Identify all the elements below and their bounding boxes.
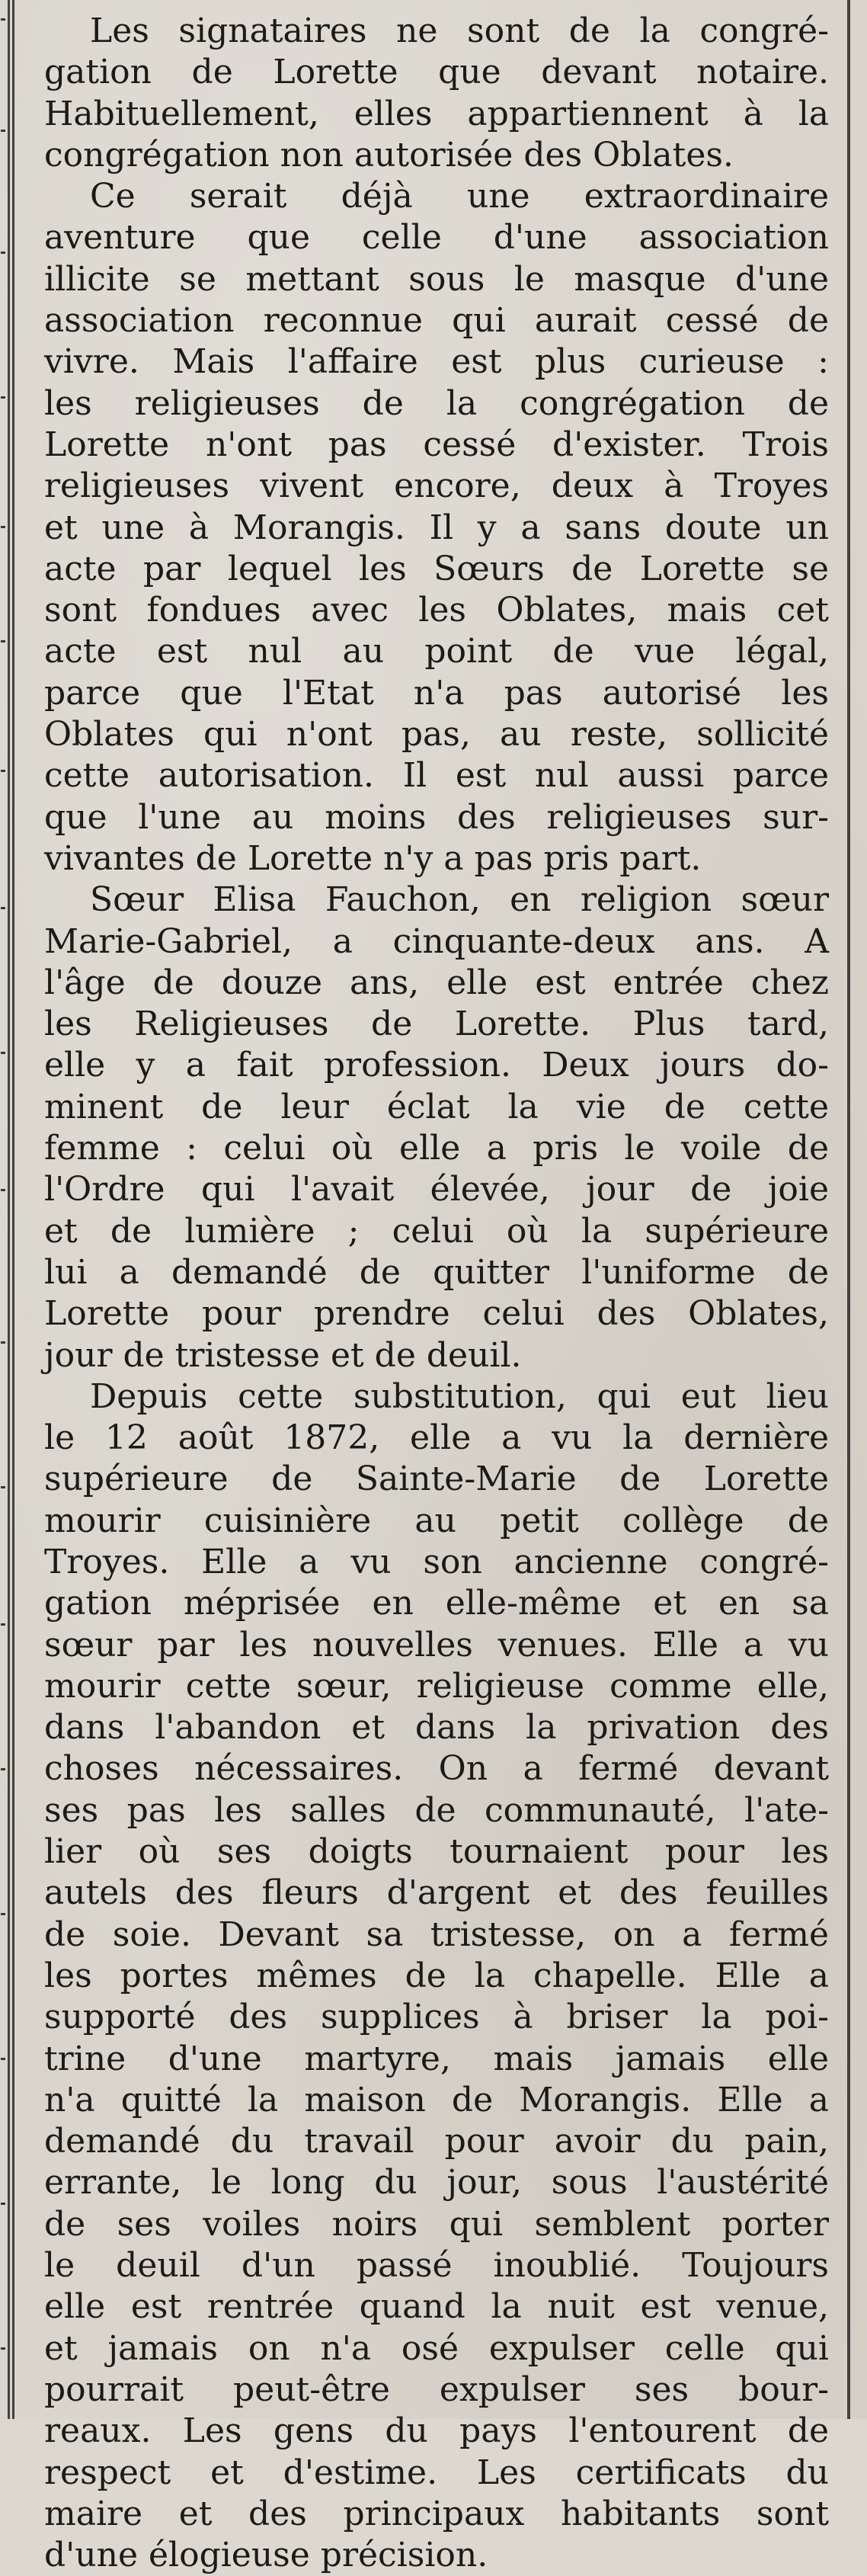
article-line: Marie-Gabriel, a cinquante-deux ans. A <box>44 921 829 961</box>
article-line: parce que l'Etat n'a pas autorisé les <box>44 673 829 713</box>
article-line: n'a quitté la maison de Morangis. Elle a <box>44 2080 829 2119</box>
article-line: Habituellement, elles appartiennent à la <box>44 94 829 133</box>
article-line: illicite se mettant sous le masque d'une <box>44 259 829 299</box>
article-line: ses pas les salles de communauté, l'ate- <box>44 1790 829 1830</box>
article-column <box>44 11 829 2575</box>
article-line: mourir cuisinière au petit collège de <box>44 1501 829 1540</box>
article-line: elle est rentrée quand la nuit est venue, <box>44 2287 829 2327</box>
article-line: sœur par les nouvelles venues. Elle a vu <box>44 1625 829 1664</box>
article-line: congrégation non autorisée des Oblates. <box>44 135 734 175</box>
article-line: pourrait peut-être expulser ses bour- <box>44 2369 829 2409</box>
article-paragraph <box>44 879 829 1376</box>
article-line: jour de tristesse et de deuil. <box>44 1335 522 1375</box>
article-paragraph <box>44 1376 829 2576</box>
article-line: reaux. Les gens du pays l'entourent de <box>44 2411 829 2451</box>
article-paragraph <box>44 11 829 176</box>
article-line: l'Ordre qui l'avait élevée, jour de joie <box>44 1170 829 1210</box>
article-line: aventure que celle d'une association <box>44 218 829 258</box>
article-line: mourir cette sœur, religieuse comme elle, <box>44 1666 829 1706</box>
article-line: gation méprisée en elle-même et en sa <box>44 1584 829 1623</box>
article-line: autels des fleurs d'argent et des feuilles <box>44 1873 829 1913</box>
article-line: de ses voiles noirs qui semblent porter <box>44 2204 829 2244</box>
article-paragraph <box>44 176 829 879</box>
article-line: le deuil d'un passé inoublié. Toujours <box>44 2246 829 2286</box>
article-line: Oblates qui n'ont pas, au reste, sollicité <box>44 715 829 755</box>
article-line: errante, le long du jour, sous l'austérité <box>44 2163 829 2203</box>
article-line: Troyes. Elle a vu son ancienne congré- <box>44 1542 829 1581</box>
article-line: choses nécessaires. On a fermé devant <box>44 1749 829 1789</box>
article-line: supporté des supplices à briser la poi- <box>44 1998 829 2037</box>
article-line: demandé du travail pour avoir du pain, <box>44 2122 829 2161</box>
article-line: sont fondues avec les Oblates, mais cet <box>44 591 829 630</box>
article-line: elle y a fait profession. Deux jours do- <box>44 1046 829 1085</box>
article-line: les portes mêmes de la chapelle. Elle a <box>44 1956 829 1995</box>
article-line: acte par lequel les Sœurs de Lorette se <box>44 549 829 588</box>
article-line: Les signataires ne sont de la congré- <box>90 11 829 50</box>
article-line: Ce serait déjà une extraordinaire <box>90 177 829 216</box>
article-line: Lorette pour prendre celui des Oblates, <box>44 1294 829 1334</box>
left-column-rule <box>8 0 14 2419</box>
article-line: religieuses vivent encore, deux à Troyes <box>44 466 829 506</box>
article-line: Lorette n'ont pas cessé d'exister. Trois <box>44 425 829 464</box>
article-line: minent de leur éclat la vie de cette <box>44 1087 829 1126</box>
article-line: lier où ses doigts tournaient pour les <box>44 1832 829 1872</box>
article-line: le 12 août 1872, elle a vu la dernière <box>44 1418 829 1458</box>
article-line: cette autorisation. Il est nul aussi parce <box>44 756 829 796</box>
article-line: et jamais on n'a osé expulser celle qui <box>44 2328 829 2368</box>
article-line: supérieure de Sainte-Marie de Lorette <box>44 1459 829 1499</box>
article-line: trine d'une martyre, mais jamais elle <box>44 2039 829 2078</box>
article-line: acte est nul au point de vue légal, <box>44 632 829 671</box>
article-line: dans l'abandon et dans la privation des <box>44 1708 829 1748</box>
article-line: vivre. Mais l'affaire est plus curieuse : <box>44 342 829 382</box>
right-column-rule <box>847 0 850 2419</box>
article-line: Sœur Elisa Fauchon, en religion sœur <box>90 880 829 920</box>
article-line: vivantes de Lorette n'y a pas pris part. <box>44 838 702 878</box>
article-line: et de lumière ; celui où la supérieure <box>44 1211 829 1251</box>
article-line: l'âge de douze ans, elle est entrée chez <box>44 963 829 1002</box>
article-line: lui a demandé de quitter l'uniforme de <box>44 1252 829 1292</box>
article-line: gation de Lorette que devant notaire. <box>44 53 829 92</box>
article-line: que l'une au moins des religieuses sur- <box>44 797 829 837</box>
article-line: les religieuses de la congrégation de <box>44 383 829 423</box>
article-line: respect et d'estime. Les certificats du <box>44 2453 829 2492</box>
article-line: de soie. Devant sa tristesse, on a fermé <box>44 1914 829 1954</box>
article-line: et une à Morangis. Il y a sans doute un <box>44 508 829 547</box>
article-line: d'une élogieuse précision. <box>44 2536 488 2575</box>
article-line: association reconnue qui aurait cessé de <box>44 301 829 341</box>
article-line: les Religieuses de Lorette. Plus tard, <box>44 1004 829 1044</box>
article-line: maire et des principaux habitants sont <box>44 2494 829 2533</box>
article-line: Depuis cette substitution, qui eut lieu <box>90 1376 829 1416</box>
left-gutter-marks <box>0 0 8 2419</box>
article-line: femme : celui où elle a pris le voile de <box>44 1129 829 1168</box>
